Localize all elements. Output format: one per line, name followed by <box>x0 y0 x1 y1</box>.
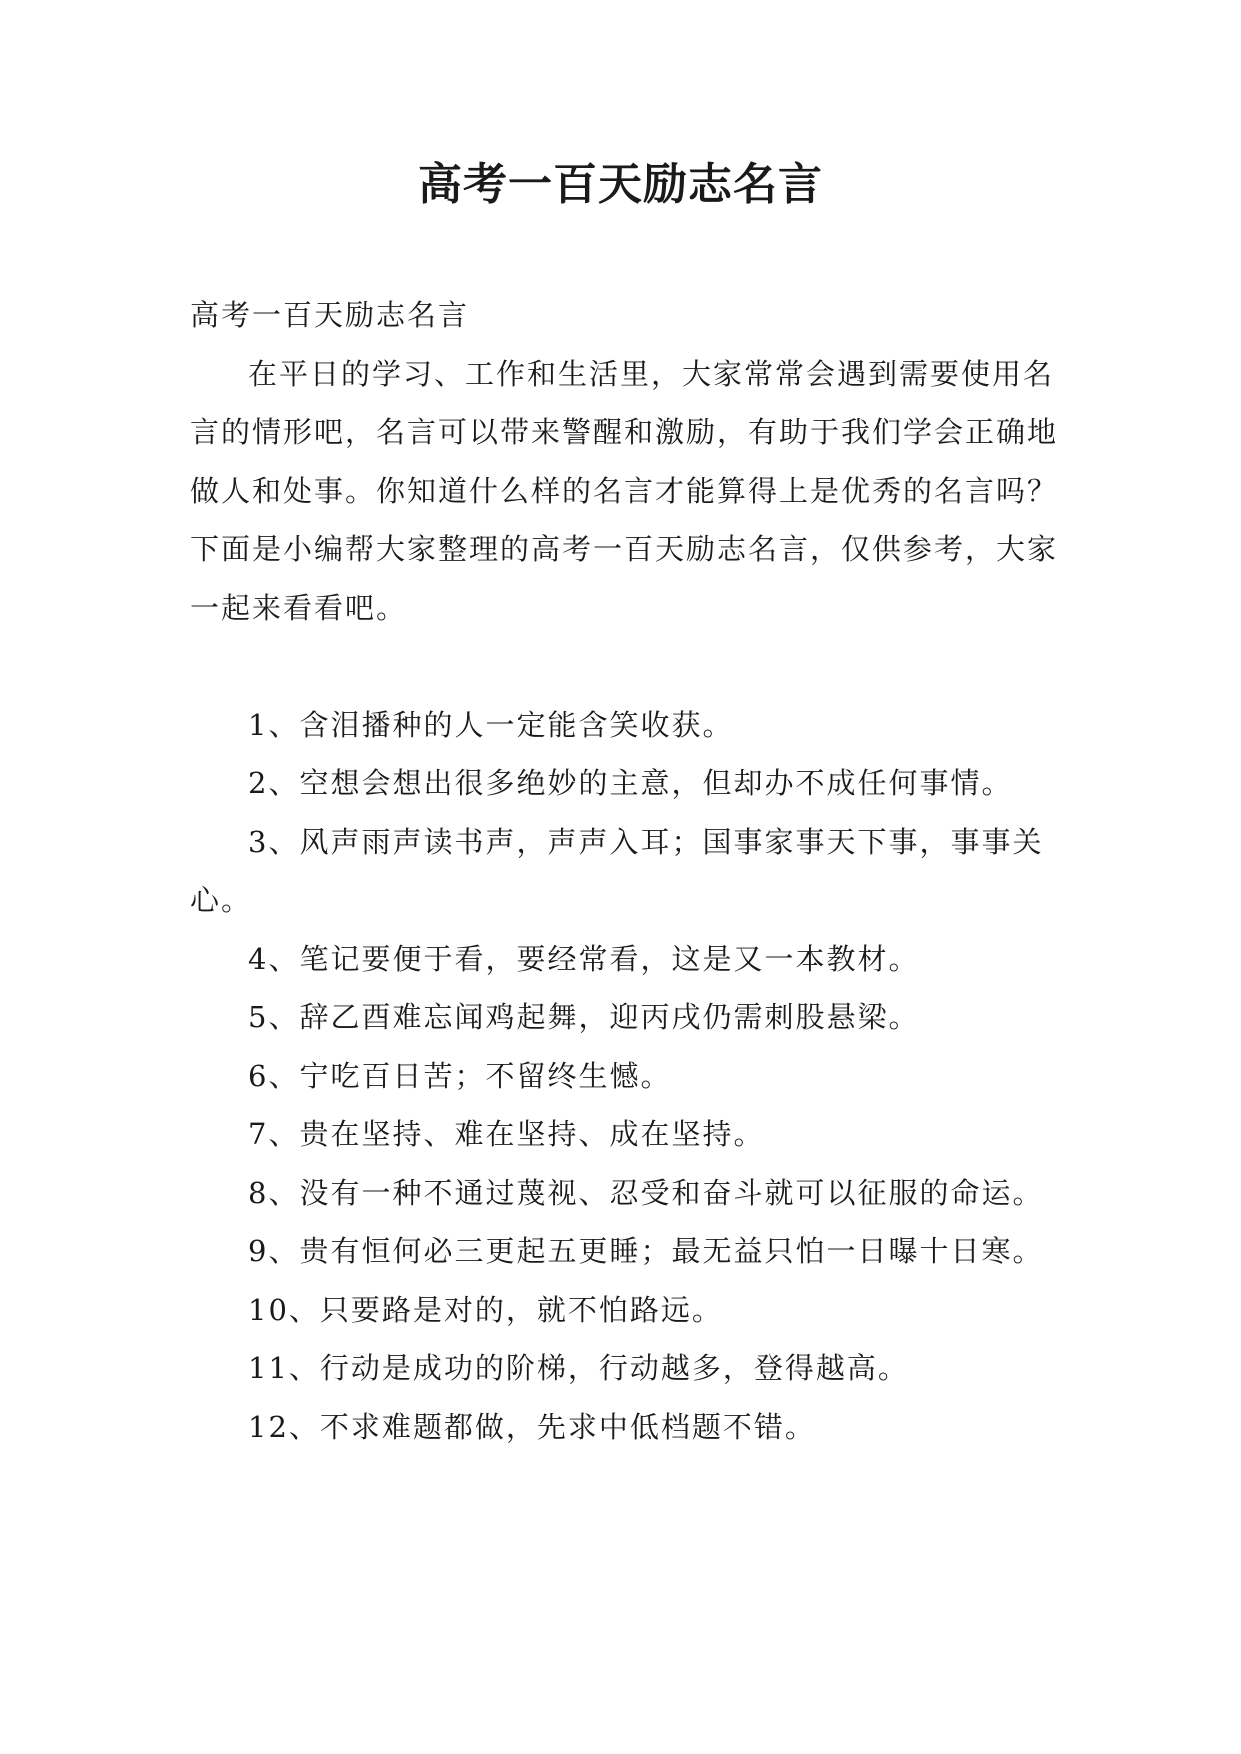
quote-item: 6、宁吃百日苦；不留终生憾。 <box>248 1058 672 1093</box>
quote-item: 11、行动是成功的阶梯，行动越多，登得越高。 <box>248 1351 909 1385</box>
intro-paragraph: 在平日的学习、工作和生活里，大家常常会遇到需要使用名言的情形吧，名言可以带来警醒和激励，有助于我们学会正确地做人和处事。你知道什么样的名言才能算得上是优秀的名言吗？下面是小编帮大家整理的高考一百天励志名言，仅供参考，大家一起来看看吧。 <box>190 356 1059 625</box>
quote-item: 2、空想会想出很多绝妙的主意，但却办不成任何事情。 <box>248 766 1013 800</box>
quote-item: 9、贵有恒何必三更起五更睡；最无益只怕一日曝十日寒。 <box>248 1234 1044 1268</box>
document-body <box>190 286 1070 1456</box>
quote-item: 1、含泪播种的人一定能含笑收获。 <box>248 707 734 742</box>
quote-item: 8、没有一种不通过蔑视、忍受和奋斗就可以征服的命运。 <box>248 1175 1044 1210</box>
document-subtitle: 高考一百天励志名言 <box>190 298 470 332</box>
quote-item: 12、不求难题都做，先求中低档题不错。 <box>248 1409 816 1444</box>
quote-item: 10、只要路是对的，就不怕路远。 <box>248 1292 723 1327</box>
paragraph-spacer <box>190 637 1070 696</box>
quote-item: 7、贵在坚持、难在坚持、成在坚持。 <box>248 1117 765 1151</box>
page-title: 高考一百天励志名言 <box>418 159 823 210</box>
quote-item: 5、辞乙酉难忘闻鸡起舞，迎丙戌仍需刺股悬梁。 <box>248 1000 920 1034</box>
quote-item: 3、风声雨声读书声，声声入耳；国事家事天下事，事事关心。 <box>190 824 1044 917</box>
quote-item: 4、笔记要便于看，要经常看，这是又一本教材。 <box>248 941 920 976</box>
